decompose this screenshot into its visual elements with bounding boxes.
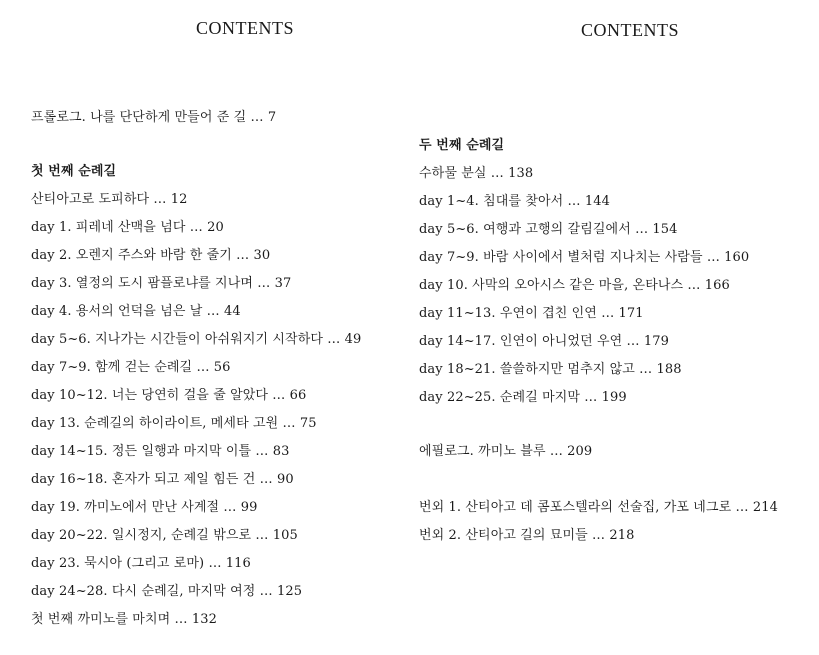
toc-entry[interactable]: day 20~22. 일시정지, 순례길 밖으로 … 105	[31, 528, 298, 543]
toc-entry[interactable]: day 16~18. 혼자가 되고 제일 힘든 건 … 90	[31, 472, 294, 487]
toc-entry[interactable]: day 4. 용서의 언덕을 넘은 날 … 44	[31, 304, 241, 319]
toc-entry[interactable]: 수하물 분실 … 138	[419, 166, 534, 181]
toc-entry[interactable]: day 14~15. 정든 일행과 마지막 이틀 … 83	[31, 444, 290, 459]
toc-entry[interactable]: 첫 번째 까미노를 마치며 … 132	[31, 612, 217, 627]
toc-entry[interactable]: day 10~12. 너는 당연히 걸을 줄 알았다 … 66	[31, 388, 307, 403]
toc-entry[interactable]: day 11~13. 우연이 겹친 인연 … 171	[419, 306, 644, 321]
toc-entry-epilogue[interactable]: 에필로그. 까미노 블루 … 209	[419, 444, 593, 459]
toc-entry-extra[interactable]: 번외 1. 산티아고 데 콤포스텔라의 선술집, 가포 네그로 … 214	[419, 500, 778, 515]
right-page	[400, 0, 819, 655]
right-contents-heading: CONTENTS	[581, 20, 679, 40]
toc-entry[interactable]: day 18~21. 쓸쓸하지만 멈추지 않고 … 188	[419, 362, 682, 377]
toc-entry[interactable]: day 5~6. 여행과 고행의 갈림길에서 … 154	[419, 222, 678, 237]
left-contents-heading: CONTENTS	[196, 18, 294, 38]
toc-entry-extra[interactable]: 번외 2. 산티아고 길의 묘미들 … 218	[419, 528, 635, 543]
left-page	[0, 0, 400, 655]
toc-entry-prologue[interactable]: 프롤로그. 나를 단단하게 만들어 준 길 … 7	[31, 110, 277, 125]
toc-entry[interactable]: day 5~6. 지나가는 시간들이 아쉬워지기 시작하다 … 49	[31, 332, 362, 347]
toc-entry[interactable]: day 1~4. 침대를 찾아서 … 144	[419, 194, 611, 209]
toc-entry[interactable]: day 7~9. 함께 걷는 순례길 … 56	[31, 360, 231, 375]
toc-entry[interactable]: day 2. 오렌지 주스와 바람 한 줄기 … 30	[31, 248, 271, 263]
toc-entry[interactable]: 산티아고로 도피하다 … 12	[31, 192, 188, 207]
section-title-first: 첫 번째 순례길	[31, 164, 117, 179]
toc-entry[interactable]: day 24~28. 다시 순례길, 마지막 여정 … 125	[31, 584, 303, 599]
toc-entry[interactable]: day 19. 까미노에서 만난 사계절 … 99	[31, 500, 258, 515]
toc-entry[interactable]: day 7~9. 바람 사이에서 별처럼 지나치는 사람들 … 160	[419, 250, 750, 265]
toc-entry[interactable]: day 1. 피레네 산맥을 넘다 … 20	[31, 220, 224, 235]
toc-entry[interactable]: day 13. 순례길의 하이라이트, 메세타 고원 … 75	[31, 416, 317, 431]
toc-entry[interactable]: day 14~17. 인연이 아니었던 우연 … 179	[419, 334, 669, 349]
toc-entry[interactable]: day 10. 사막의 오아시스 같은 마을, 온타나스 … 166	[419, 278, 730, 293]
section-title-second: 두 번째 순례길	[419, 138, 505, 153]
toc-entry[interactable]: day 22~25. 순례길 마지막 … 199	[419, 390, 627, 405]
toc-entry[interactable]: day 3. 열정의 도시 팜플로냐를 지나며 … 37	[31, 276, 292, 291]
toc-entry[interactable]: day 23. 묵시아 (그리고 로마) … 116	[31, 556, 251, 571]
